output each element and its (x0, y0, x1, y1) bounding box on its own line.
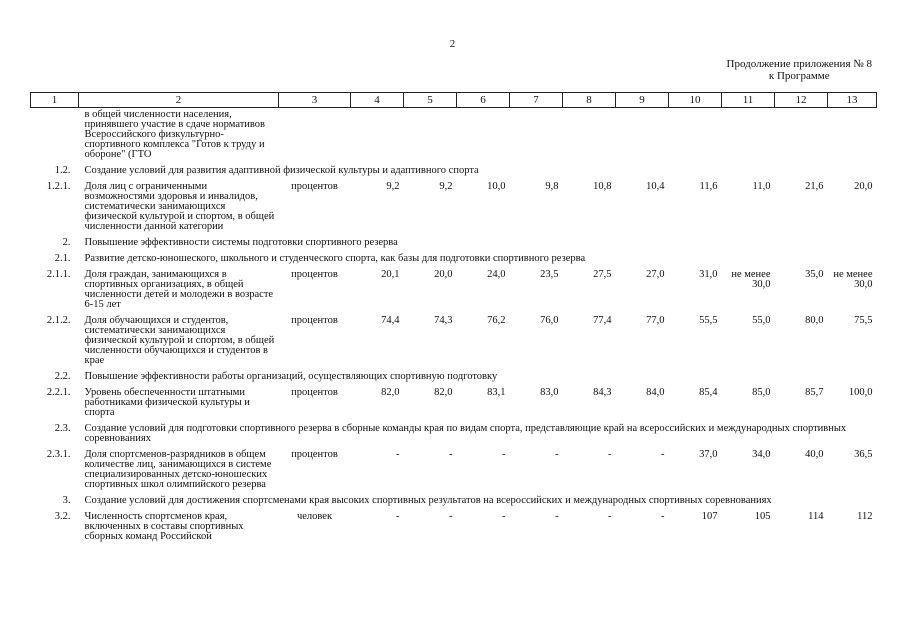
row-number: 2.1. (54, 253, 71, 264)
value-cell: 40,0 (805, 449, 824, 460)
table-row (31, 314, 877, 370)
unit-cell (279, 108, 351, 165)
row-number (31, 108, 79, 165)
value-cell: 82,0 (434, 387, 453, 398)
value-cell: 85,0 (752, 387, 771, 398)
column-header: 9 (616, 93, 669, 108)
value-cell: 85,7 (805, 387, 824, 398)
section-row (31, 422, 877, 448)
row-number: 2.2.1. (46, 387, 71, 398)
section-title: Создание условий для достижения спортсменами края высоких спортивных результатов на всероссийских и международных спортивных соревнованиях (84, 495, 772, 506)
indicator-name: Доля лиц с ограниченными возможностями здоровья и инвалидов, систематически занимающихся физической культурой и спортом, в общей численности данной категории (84, 181, 275, 232)
value-cell: 82,0 (381, 387, 400, 398)
value-cell: 20,0 (854, 181, 873, 192)
indicators-table (30, 92, 877, 546)
value-cell: 31,0 (699, 269, 718, 280)
table-row (31, 268, 877, 314)
value-cell: 77,4 (593, 315, 612, 326)
table-row (31, 180, 877, 236)
value-cell: 74,4 (381, 315, 400, 326)
value-cell: 27,5 (593, 269, 612, 280)
value-cell: 24,0 (487, 269, 506, 280)
column-header: 5 (404, 93, 457, 108)
value-cell (616, 108, 669, 165)
value-cell: 36,5 (854, 449, 873, 460)
value-cell: 74,3 (434, 315, 453, 326)
indicator-name: в общей численности населения, принявшего участие в сдаче нормативов Всероссийского физкультурно-спортивного комплекса "Готов к труду и обороне" (ГТО (84, 109, 266, 160)
value-cell: 9,2 (439, 181, 453, 192)
value-cell: - (608, 449, 612, 460)
row-number: 3. (62, 495, 71, 506)
unit-cell: процентов (291, 387, 338, 398)
value-cell: 20,1 (381, 269, 400, 280)
value-cell: 77,0 (646, 315, 665, 326)
value-cell: 21,6 (805, 181, 824, 192)
row-number: 2.1.2. (46, 315, 71, 326)
value-cell: - (555, 511, 559, 522)
section-title: Создание условий для развития адаптивной физической культуры и адаптивного спорта (84, 165, 479, 176)
section-title: Повышение эффективности работы организаций, осуществляющих спортивную подготовку (84, 371, 498, 382)
value-cell: 83,1 (487, 387, 506, 398)
row-number: 2.3.1. (46, 449, 71, 460)
value-cell: 55,5 (699, 315, 718, 326)
value-cell: 10,8 (593, 181, 612, 192)
section-title: Развитие детско-юношеского, школьного и студенческого спорта, как базы для подготовки спортивного резерва (84, 253, 586, 264)
table-body (31, 108, 877, 547)
column-header: 3 (279, 93, 351, 108)
table-row (31, 448, 877, 494)
section-title: Создание условий для подготовки спортивного резерва в сборные команды края по видам спорта, представляющие край на всероссийских и международных спортивных соревнованиях (84, 423, 847, 444)
value-cell: 11,0 (752, 181, 771, 192)
indicator-name: Численность спортсменов края, включенных в составы спортивных сборных команд Российской (84, 511, 244, 542)
column-header: 2 (79, 93, 279, 108)
indicator-name: Уровень обеспеченности штатными работниками физической культуры и спорта (84, 387, 250, 418)
value-cell: 100,0 (848, 387, 873, 398)
value-cell (404, 108, 457, 165)
value-cell: - (502, 511, 506, 522)
value-cell: 23,5 (540, 269, 559, 280)
value-cell (722, 108, 775, 165)
section-row (31, 164, 877, 180)
page-number: 2 (449, 38, 456, 50)
unit-cell: процентов (291, 449, 338, 460)
column-header: 7 (510, 93, 563, 108)
row-number: 3.2. (54, 511, 71, 522)
table-row (31, 510, 877, 546)
continuation-line-2: к Программе (768, 70, 830, 82)
column-header: 4 (351, 93, 404, 108)
value-cell: 10,0 (487, 181, 506, 192)
value-cell: 85,4 (699, 387, 718, 398)
value-cell: - (608, 511, 612, 522)
value-cell: 10,4 (646, 181, 665, 192)
value-cell: 84,0 (646, 387, 665, 398)
row-number: 1.2.1. (46, 181, 71, 192)
indicator-name: Доля граждан, занимающихся в спортивных организациях, в общей численности детей и молодежи в возрасте 6-15 лет (84, 269, 274, 310)
value-cell: 27,0 (646, 269, 665, 280)
value-cell: 34,0 (752, 449, 771, 460)
value-cell: 107 (701, 511, 718, 522)
value-cell: 37,0 (699, 449, 718, 460)
value-cell: - (396, 511, 400, 522)
section-row (31, 236, 877, 252)
value-cell: 84,3 (593, 387, 612, 398)
value-cell: - (449, 511, 453, 522)
column-header: 1 (31, 93, 79, 108)
value-cell: 76,2 (487, 315, 506, 326)
row-number: 2.1.1. (46, 269, 71, 280)
column-header: 10 (669, 93, 722, 108)
row-number: 2.2. (54, 371, 71, 382)
row-number: 2.3. (54, 423, 71, 434)
value-cell (669, 108, 722, 165)
value-cell: 11,6 (699, 181, 718, 192)
column-header: 6 (457, 93, 510, 108)
column-header: 13 (828, 93, 877, 108)
value-cell: - (555, 449, 559, 460)
row-number: 2. (62, 237, 71, 248)
section-row (31, 252, 877, 268)
table-row (31, 108, 877, 165)
value-cell: 114 (808, 511, 824, 522)
section-row (31, 370, 877, 386)
indicator-name: Доля обучающихся и студентов, систематически занимающихся физической культурой и спортом, в общей численности обучающихся и студентов в крае (84, 315, 275, 366)
value-cell (510, 108, 563, 165)
value-cell: 20,0 (434, 269, 453, 280)
section-row (31, 494, 877, 510)
row-number: 1.2. (54, 165, 71, 176)
unit-cell: человек (296, 511, 333, 522)
indicator-name: Доля спортсменов-разрядников в общем количестве лиц, занимающихся в системе специализированных детско-юношеских спортивных школ олимпийского резерва (84, 449, 272, 490)
value-cell: 9,8 (545, 181, 559, 192)
value-cell (775, 108, 828, 165)
column-header: 11 (722, 93, 775, 108)
section-title: Повышение эффективности системы подготовки спортивного резерва (84, 237, 398, 248)
table-row (31, 386, 877, 422)
value-cell (563, 108, 616, 165)
unit-cell: процентов (291, 315, 338, 326)
value-cell: 35,0 (805, 269, 824, 280)
column-header: 8 (563, 93, 616, 108)
column-header: 12 (775, 93, 828, 108)
value-cell (828, 108, 877, 165)
value-cell: 75,5 (854, 315, 873, 326)
table-header-row (31, 93, 877, 108)
value-cell: 9,2 (386, 181, 400, 192)
value-cell: - (661, 511, 665, 522)
continuation-line-1: Продолжение приложения № 8 (726, 58, 872, 70)
value-cell: - (661, 449, 665, 460)
value-cell: 105 (754, 511, 771, 522)
value-cell: не менее 30,0 (731, 269, 771, 290)
value-cell: 55,0 (752, 315, 771, 326)
value-cell (457, 108, 510, 165)
value-cell: 112 (857, 511, 873, 522)
value-cell: - (502, 449, 506, 460)
value-cell: 83,0 (540, 387, 559, 398)
value-cell: - (449, 449, 453, 460)
value-cell: не менее 30,0 (833, 269, 873, 290)
value-cell: - (396, 449, 400, 460)
continuation-note (727, 58, 872, 82)
unit-cell: процентов (291, 269, 338, 280)
value-cell: 80,0 (805, 315, 824, 326)
value-cell: 76,0 (540, 315, 559, 326)
unit-cell: процентов (291, 181, 338, 192)
value-cell (351, 108, 404, 165)
